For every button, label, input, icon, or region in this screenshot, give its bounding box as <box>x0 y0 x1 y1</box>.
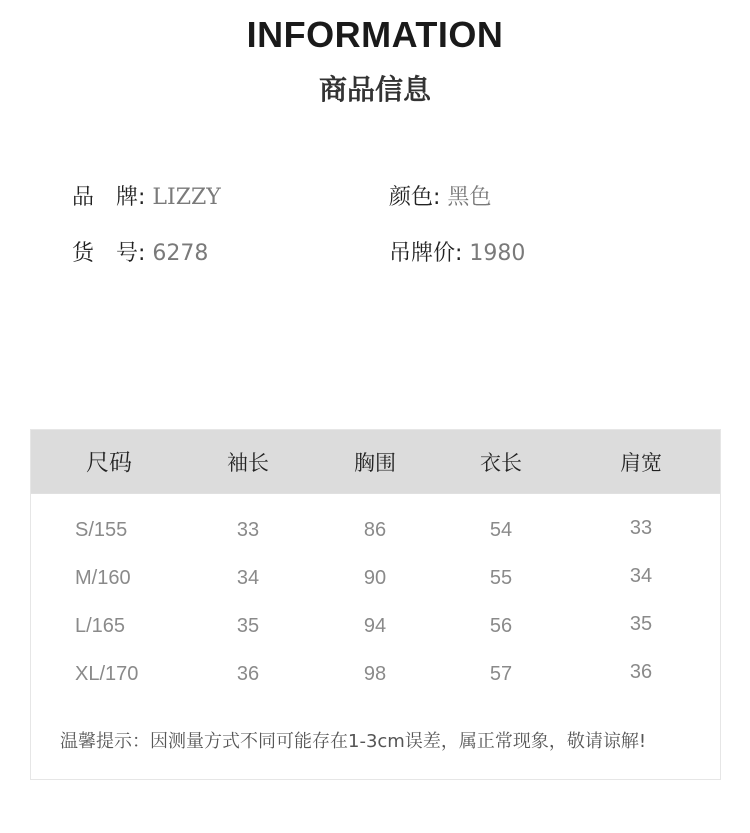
info-brand <box>72 180 221 211</box>
item-no-label: 货 号: <box>72 241 146 266</box>
cell-size: M/160 <box>75 567 131 589</box>
cell-sleeve: 36 <box>236 663 260 685</box>
info-color <box>389 180 491 211</box>
header-sleeve: 袖长 <box>227 451 269 475</box>
cell-shoulder: 34 <box>629 565 653 587</box>
cell-chest: 86 <box>363 519 387 541</box>
header-shoulder: 肩宽 <box>620 451 662 475</box>
page-title-cn: 商品信息 <box>318 73 431 106</box>
measurement-tip: 温馨提示：因测量方式不同可能存在1-3cm误差，属正常现象，敬请谅解! <box>60 731 647 752</box>
header-chest: 胸围 <box>354 451 396 475</box>
color-label: 颜色: <box>389 185 441 210</box>
cell-chest: 90 <box>363 567 387 589</box>
cell-sleeve: 35 <box>236 615 260 637</box>
cell-length: 56 <box>489 615 513 637</box>
cell-shoulder: 36 <box>629 661 653 683</box>
cell-length: 57 <box>489 663 513 685</box>
info-item-no <box>72 236 208 267</box>
header-length: 衣长 <box>480 451 522 475</box>
cell-length: 55 <box>489 567 513 589</box>
tag-price-label: 吊牌价: <box>389 241 463 266</box>
info-tag-price <box>389 236 525 267</box>
cell-sleeve: 34 <box>236 567 260 589</box>
cell-size: L/165 <box>75 615 126 637</box>
cell-shoulder: 35 <box>629 613 653 635</box>
cell-length: 54 <box>489 519 513 541</box>
cell-shoulder: 33 <box>629 517 653 539</box>
cell-sleeve: 33 <box>236 519 260 541</box>
cell-size: S/155 <box>75 519 128 541</box>
cell-size: XL/170 <box>75 663 139 685</box>
page-title-en: INFORMATION <box>246 14 504 55</box>
brand-label: 品 牌: <box>72 185 146 210</box>
item-no-value: 6278 <box>152 241 209 266</box>
size-chart-header <box>31 430 720 494</box>
header-size: 尺码 <box>86 450 132 476</box>
brand-value: LIZZY <box>152 185 221 210</box>
cell-chest: 94 <box>363 615 387 637</box>
tag-price-value: 1980 <box>469 241 526 266</box>
cell-chest: 98 <box>363 663 387 685</box>
color-value: 黑色 <box>447 185 492 210</box>
